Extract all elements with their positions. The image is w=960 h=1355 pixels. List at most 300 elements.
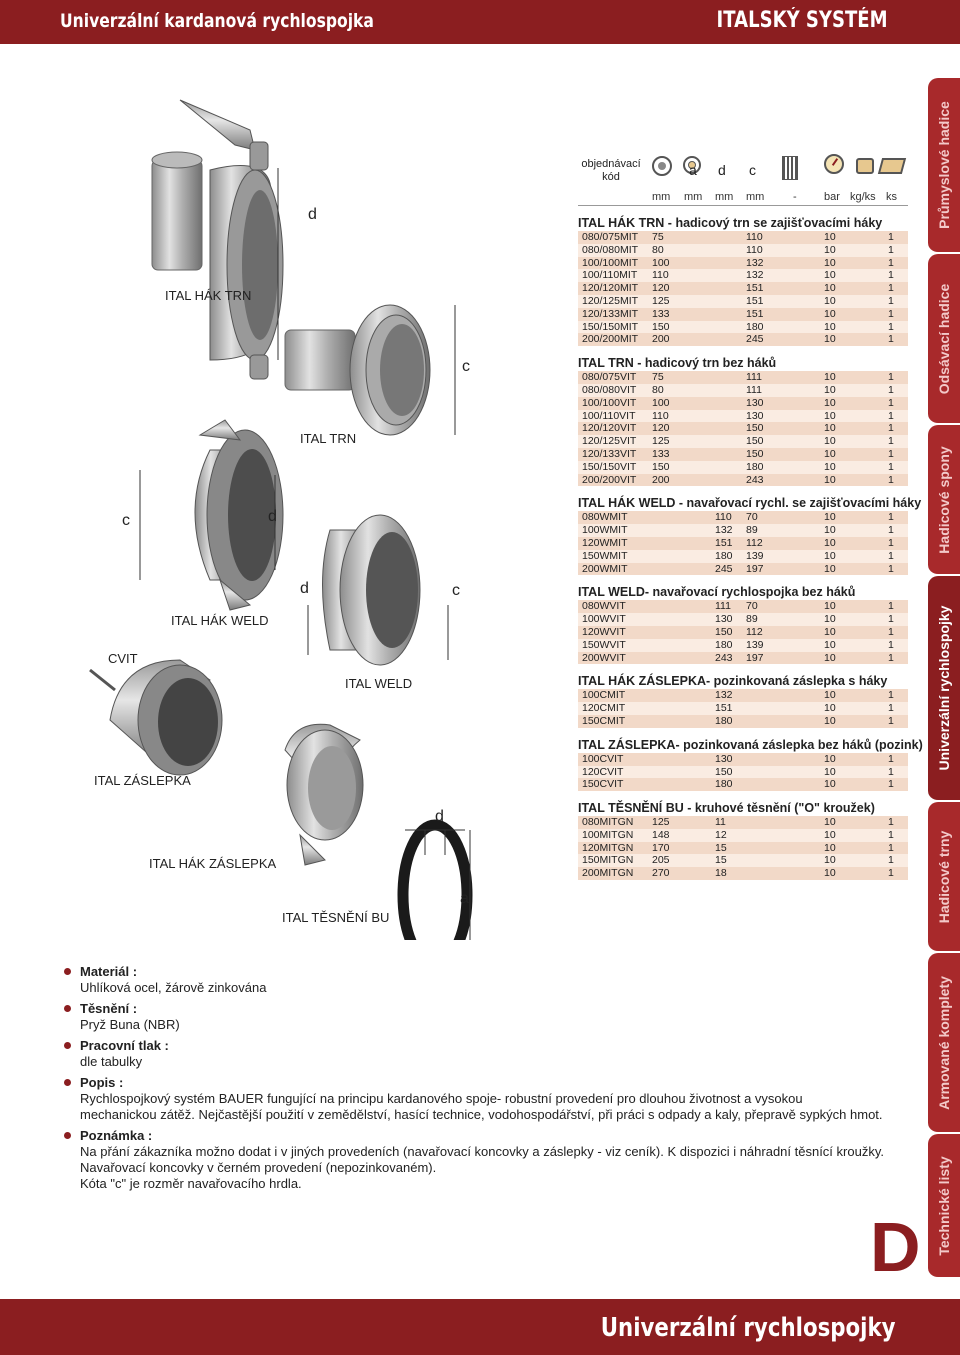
table-row bbox=[578, 384, 908, 397]
section-title: ITAL WELD- navařovací rychlospojka bez háků bbox=[578, 585, 856, 600]
cell-a: 150 bbox=[652, 460, 670, 473]
info-item bbox=[62, 1038, 922, 1070]
cell-code: 120CMIT bbox=[582, 702, 626, 715]
bullet-icon bbox=[64, 1005, 71, 1012]
cell-ks: 1 bbox=[888, 613, 894, 626]
section-title: ITAL HÁK ZÁSLEPKA- pozinkovaná záslepka s háky bbox=[578, 674, 888, 689]
cell-ks: 1 bbox=[888, 828, 894, 841]
tab-technicke-listy[interactable]: Technické listy bbox=[928, 1134, 960, 1278]
cell-code: 200/200MIT bbox=[582, 333, 639, 346]
header-left-title: Univerzální kardanová rychlospojka bbox=[60, 10, 374, 32]
cell-code: 080WVIT bbox=[582, 600, 626, 613]
o-ring-drawing bbox=[403, 825, 470, 940]
cell-ks: 1 bbox=[888, 294, 894, 307]
cell-code: 150MITGN bbox=[582, 854, 634, 867]
cell-ks: 1 bbox=[888, 562, 894, 575]
side-tabs bbox=[928, 78, 960, 1278]
cell-ks: 1 bbox=[888, 460, 894, 473]
cell-a: 205 bbox=[652, 854, 670, 867]
weld-drawing bbox=[308, 515, 448, 665]
tab-univerzalni-rychlospojky[interactable]: Univerzální rychlospojky bbox=[928, 576, 960, 801]
cell-c: 70 bbox=[746, 600, 758, 613]
cell-ks: 1 bbox=[888, 409, 894, 422]
info-line: Na přání zákazníka možno dodat i v jiných provedeních (navařovací koncovky a záslepky - viz ceník). K dispozici i náhradní těsnící kroužky. bbox=[80, 1144, 884, 1159]
cell-bar: 10 bbox=[824, 320, 836, 333]
header-right-title: ITALSKÝ SYSTÉM bbox=[716, 8, 888, 33]
cell-ks: 1 bbox=[888, 778, 894, 791]
cell-code: 150WVIT bbox=[582, 638, 626, 651]
cell-a: 110 bbox=[652, 269, 669, 282]
info-heading: Materiál : bbox=[80, 964, 138, 979]
header-a: a bbox=[689, 162, 697, 178]
table-row bbox=[578, 308, 908, 321]
cell-ks: 1 bbox=[888, 511, 894, 524]
info-line: Pryž Buna (NBR) bbox=[80, 1017, 180, 1032]
cell-ks: 1 bbox=[888, 638, 894, 651]
cell-code: 080MITGN bbox=[582, 816, 634, 829]
cell-ks: 1 bbox=[888, 549, 894, 562]
cell-bar: 10 bbox=[824, 243, 836, 256]
cell-bar: 10 bbox=[824, 841, 836, 854]
table-row bbox=[578, 231, 908, 244]
cell-c: 151 bbox=[746, 307, 764, 320]
cell-a: 150 bbox=[652, 320, 670, 333]
cell-code: 100CMIT bbox=[582, 689, 626, 702]
cell-d: 132 bbox=[715, 524, 733, 537]
table-row bbox=[578, 816, 908, 829]
cell-c: 112 bbox=[746, 536, 763, 549]
dim-d-3: d bbox=[300, 580, 309, 597]
cell-c: 112 bbox=[746, 625, 763, 638]
dim-a-1: a bbox=[460, 890, 469, 907]
info-item bbox=[62, 1075, 922, 1123]
cell-c: 111 bbox=[746, 383, 762, 396]
cell-bar: 10 bbox=[824, 689, 836, 702]
cell-a: 80 bbox=[652, 383, 664, 396]
cell-ks: 1 bbox=[888, 422, 894, 435]
cell-bar: 10 bbox=[824, 294, 836, 307]
info-line: Uhlíková ocel, žárově zinkována bbox=[80, 980, 267, 995]
cell-ks: 1 bbox=[888, 702, 894, 715]
hak-trn-drawing bbox=[152, 100, 283, 379]
cell-a: 270 bbox=[652, 867, 670, 880]
cell-bar: 10 bbox=[824, 854, 836, 867]
pressure-gauge-icon bbox=[824, 154, 844, 174]
zaslepka-drawing bbox=[90, 660, 222, 775]
cell-code: 120/125VIT bbox=[582, 435, 637, 448]
cell-c: 130 bbox=[746, 396, 764, 409]
info-line: dle tabulky bbox=[80, 1054, 143, 1069]
section-title: ITAL TRN - hadicový trn bez háků bbox=[578, 356, 777, 371]
inner-diameter-icon bbox=[652, 156, 672, 176]
weight-icon bbox=[856, 158, 874, 174]
cell-d: 245 bbox=[715, 562, 733, 575]
cell-bar: 10 bbox=[824, 256, 836, 269]
cell-d: 132 bbox=[715, 689, 733, 702]
table-row bbox=[578, 652, 908, 665]
section-rows bbox=[578, 231, 908, 346]
table-row bbox=[578, 410, 908, 423]
cell-code: 100MITGN bbox=[582, 828, 634, 841]
cell-d: 11 bbox=[715, 816, 726, 829]
cell-d: 150 bbox=[715, 765, 733, 778]
info-item bbox=[62, 1128, 922, 1192]
cell-code: 120CVIT bbox=[582, 765, 624, 778]
cell-ks: 1 bbox=[888, 282, 894, 295]
table-row bbox=[578, 371, 908, 384]
section-rows bbox=[578, 511, 908, 575]
cell-bar: 10 bbox=[824, 473, 836, 486]
cell-d: 180 bbox=[715, 714, 733, 727]
table-header bbox=[578, 150, 908, 190]
cell-code: 200WMIT bbox=[582, 562, 628, 575]
cell-d: 180 bbox=[715, 549, 733, 562]
cell-d: 151 bbox=[715, 536, 733, 549]
cell-bar: 10 bbox=[824, 651, 836, 664]
cell-bar: 10 bbox=[824, 333, 836, 346]
cell-ks: 1 bbox=[888, 307, 894, 320]
tab-prumyslove-hadice[interactable]: Průmyslové hadice bbox=[928, 78, 960, 253]
cell-code: 150CMIT bbox=[582, 714, 626, 727]
table-row bbox=[578, 295, 908, 308]
cell-a: 100 bbox=[652, 396, 670, 409]
cell-ks: 1 bbox=[888, 371, 894, 384]
cell-code: 100WVIT bbox=[582, 613, 626, 626]
info-section bbox=[62, 964, 922, 1197]
cell-d: 151 bbox=[715, 702, 733, 715]
cell-code: 120WMIT bbox=[582, 536, 628, 549]
cell-code: 080/075VIT bbox=[582, 371, 637, 384]
cell-bar: 10 bbox=[824, 231, 836, 243]
package-icon bbox=[878, 158, 906, 174]
cell-c: 89 bbox=[746, 524, 758, 537]
table-row bbox=[578, 753, 908, 766]
cell-code: 120WVIT bbox=[582, 625, 626, 638]
dim-c-3: c bbox=[452, 582, 460, 599]
tab-hadicove-spony[interactable]: Hadicové spony bbox=[928, 425, 960, 575]
cell-c: 132 bbox=[746, 269, 764, 282]
info-heading: Pracovní tlak : bbox=[80, 1038, 169, 1053]
table-row bbox=[578, 639, 908, 652]
info-line: Rychlospojkový systém BAUER fungující na principu kardanového spoje- robustní provedení pro dlouhou životnost a vysokou bbox=[80, 1091, 803, 1106]
label-ital-hak-weld: ITAL HÁK WELD bbox=[171, 613, 269, 628]
cell-bar: 10 bbox=[824, 778, 836, 791]
cell-code: 080WMIT bbox=[582, 511, 628, 524]
cell-code: 080/080MIT bbox=[582, 243, 639, 256]
cell-ks: 1 bbox=[888, 524, 894, 537]
cell-c: 197 bbox=[746, 562, 764, 575]
cell-code: 150WMIT bbox=[582, 549, 628, 562]
cell-ks: 1 bbox=[888, 435, 894, 448]
dim-c-1: c bbox=[462, 358, 470, 375]
cell-c: 150 bbox=[746, 422, 764, 435]
table-row bbox=[578, 461, 908, 474]
bullet-icon bbox=[64, 1042, 71, 1049]
label-ital-trn: ITAL TRN bbox=[300, 431, 357, 446]
cell-code: 080/075MIT bbox=[582, 231, 639, 243]
cell-ks: 1 bbox=[888, 867, 894, 880]
label-ital-tesneni-bu: ITAL TĚSNĚNÍ BU bbox=[282, 910, 390, 925]
cell-bar: 10 bbox=[824, 383, 836, 396]
cell-bar: 10 bbox=[824, 460, 836, 473]
table-row bbox=[578, 269, 908, 282]
tab-armovane-komplety[interactable]: Armované komplety bbox=[928, 953, 960, 1133]
cell-code: 100/110VIT bbox=[582, 409, 636, 422]
cell-d: 110 bbox=[715, 511, 732, 524]
cell-bar: 10 bbox=[824, 396, 836, 409]
cell-ks: 1 bbox=[888, 625, 894, 638]
cell-bar: 10 bbox=[824, 447, 836, 460]
section-title: ITAL HÁK WELD - navařovací rychl. se zajišťovacími háky bbox=[578, 496, 922, 511]
table-row bbox=[578, 282, 908, 295]
table-row bbox=[578, 854, 908, 867]
cell-c: 139 bbox=[746, 638, 764, 651]
header-bar bbox=[0, 0, 960, 44]
cell-c: 111 bbox=[746, 371, 762, 384]
section-rows bbox=[578, 371, 908, 486]
cell-c: 150 bbox=[746, 447, 764, 460]
cell-ks: 1 bbox=[888, 256, 894, 269]
cell-ks: 1 bbox=[888, 765, 894, 778]
table-row bbox=[578, 600, 908, 613]
cell-d: 150 bbox=[715, 625, 733, 638]
cell-c: 150 bbox=[746, 435, 764, 448]
bullet-icon bbox=[64, 1132, 71, 1139]
cell-bar: 10 bbox=[824, 613, 836, 626]
label-ital-hak-trn: ITAL HÁK TRN bbox=[165, 288, 252, 303]
label-ital-hak-zaslepka: ITAL HÁK ZÁSLEPKA bbox=[149, 856, 277, 871]
cell-a: 125 bbox=[652, 294, 670, 307]
table-row bbox=[578, 524, 908, 537]
cell-bar: 10 bbox=[824, 828, 836, 841]
cell-d: 18 bbox=[715, 867, 727, 880]
dim-d-2: d bbox=[268, 508, 277, 525]
table-row bbox=[578, 257, 908, 270]
cell-bar: 10 bbox=[824, 536, 836, 549]
cell-ks: 1 bbox=[888, 269, 894, 282]
table-row bbox=[578, 766, 908, 779]
cell-code: 200MITGN bbox=[582, 867, 634, 880]
cell-ks: 1 bbox=[888, 473, 894, 486]
cell-bar: 10 bbox=[824, 511, 836, 524]
info-heading: Popis : bbox=[80, 1075, 124, 1090]
table-row bbox=[578, 422, 908, 435]
product-table bbox=[578, 150, 923, 880]
table-row bbox=[578, 448, 908, 461]
cell-d: 180 bbox=[715, 638, 733, 651]
cell-bar: 10 bbox=[824, 638, 836, 651]
cell-ks: 1 bbox=[888, 752, 894, 765]
cell-c: 110 bbox=[746, 243, 763, 256]
cell-bar: 10 bbox=[824, 625, 836, 638]
label-ital-zaslepka: ITAL ZÁSLEPKA bbox=[94, 773, 191, 788]
info-item bbox=[62, 1001, 922, 1033]
cell-bar: 10 bbox=[824, 816, 836, 829]
cell-a: 133 bbox=[652, 307, 670, 320]
cell-code: 150CVIT bbox=[582, 778, 624, 791]
cell-bar: 10 bbox=[824, 867, 836, 880]
cell-a: 80 bbox=[652, 243, 664, 256]
cell-d: 12 bbox=[715, 828, 727, 841]
label-ital-weld: ITAL WELD bbox=[345, 676, 413, 691]
cell-code: 080/080VIT bbox=[582, 383, 637, 396]
tab-odsavaci-hadice[interactable]: Odsávací hadice bbox=[928, 254, 960, 424]
table-row bbox=[578, 867, 908, 880]
cell-code: 120/133MIT bbox=[582, 307, 639, 320]
cell-code: 120/120MIT bbox=[582, 282, 639, 295]
cell-code: 100/110MIT bbox=[582, 269, 638, 282]
dim-d-4: d bbox=[435, 808, 444, 825]
cell-a: 120 bbox=[652, 282, 670, 295]
cell-ks: 1 bbox=[888, 383, 894, 396]
cell-code: 100WMIT bbox=[582, 524, 628, 537]
coupling-drawings bbox=[60, 60, 580, 940]
cell-d: 243 bbox=[715, 651, 733, 664]
label-cvit: CVIT bbox=[108, 651, 138, 666]
cell-ks: 1 bbox=[888, 600, 894, 613]
cell-bar: 10 bbox=[824, 524, 836, 537]
table-row bbox=[578, 626, 908, 639]
table-row bbox=[578, 778, 908, 791]
cell-bar: 10 bbox=[824, 282, 836, 295]
table-row bbox=[578, 244, 908, 257]
table-row bbox=[578, 829, 908, 842]
tab-hadicove-trny[interactable]: Hadicové trny bbox=[928, 802, 960, 952]
cell-a: 200 bbox=[652, 333, 670, 346]
footer-bar bbox=[0, 1299, 960, 1355]
product-illustrations bbox=[60, 60, 580, 940]
cell-a: 125 bbox=[652, 435, 670, 448]
unit-row: mm mm mm mm - bar kg/ks ks bbox=[578, 190, 908, 206]
cell-code: 120/120VIT bbox=[582, 422, 637, 435]
cell-bar: 10 bbox=[824, 435, 836, 448]
cell-c: 151 bbox=[746, 294, 764, 307]
cell-code: 200WVIT bbox=[582, 651, 626, 664]
cell-bar: 10 bbox=[824, 269, 836, 282]
dim-d-1: d bbox=[308, 206, 317, 223]
table-row bbox=[578, 511, 908, 524]
cell-c: 139 bbox=[746, 549, 764, 562]
cell-ks: 1 bbox=[888, 714, 894, 727]
cell-ks: 1 bbox=[888, 651, 894, 664]
info-line: Navařovací koncovky v černém provedení (nepozinkovaném). bbox=[80, 1160, 437, 1175]
section-rows bbox=[578, 753, 908, 791]
cell-code: 120/125MIT bbox=[582, 294, 639, 307]
cell-a: 170 bbox=[652, 841, 670, 854]
table-row bbox=[578, 474, 908, 487]
cell-c: 245 bbox=[746, 333, 764, 346]
cell-ks: 1 bbox=[888, 447, 894, 460]
info-line: Kóta "c" je rozměr navařovacího hrdla. bbox=[80, 1176, 302, 1191]
cell-a: 148 bbox=[652, 828, 670, 841]
cell-bar: 10 bbox=[824, 752, 836, 765]
bullet-icon bbox=[64, 1079, 71, 1086]
cell-a: 75 bbox=[652, 371, 664, 384]
trn-drawing bbox=[285, 305, 455, 435]
cell-ks: 1 bbox=[888, 689, 894, 702]
cell-d: 130 bbox=[715, 752, 733, 765]
cell-c: 89 bbox=[746, 613, 758, 626]
cell-c: 151 bbox=[746, 282, 764, 295]
cell-code: 200/200VIT bbox=[582, 473, 637, 486]
footer-title: Univerzální rychlospojky bbox=[601, 1313, 896, 1343]
info-heading: Poznámka : bbox=[80, 1128, 153, 1143]
cell-a: 120 bbox=[652, 422, 670, 435]
table-row bbox=[578, 563, 908, 576]
cell-bar: 10 bbox=[824, 702, 836, 715]
cell-code: 120MITGN bbox=[582, 841, 634, 854]
cell-d: 111 bbox=[715, 600, 731, 613]
cell-code: 100CVIT bbox=[582, 752, 624, 765]
section-title: ITAL TĚSNĚNÍ BU - kruhové těsnění ("O" kroužek) bbox=[578, 801, 875, 816]
cell-d: 180 bbox=[715, 778, 733, 791]
section-rows bbox=[578, 689, 908, 727]
section-rows bbox=[578, 600, 908, 664]
table-row bbox=[578, 842, 908, 855]
cell-ks: 1 bbox=[888, 333, 894, 346]
table-row bbox=[578, 435, 908, 448]
section-letter: D bbox=[870, 1208, 921, 1286]
thread-icon bbox=[782, 156, 798, 180]
cell-code: 120/133VIT bbox=[582, 447, 637, 460]
section-title: ITAL HÁK TRN - hadicový trn se zajišťovacími háky bbox=[578, 216, 883, 230]
cell-c: 180 bbox=[746, 460, 764, 473]
cell-ks: 1 bbox=[888, 231, 894, 243]
info-line: mechanickou zátěž. Nejčastější použití v zemědělství, hasící technice, vodohospodářství, při práci s odpady a kaly, přepravě sypkých hmot. bbox=[80, 1107, 883, 1122]
table-row bbox=[578, 397, 908, 410]
section-rows bbox=[578, 816, 908, 880]
dim-c-2: c bbox=[122, 512, 130, 529]
cell-d: 15 bbox=[715, 854, 727, 867]
cell-code: 100/100VIT bbox=[582, 396, 637, 409]
cell-bar: 10 bbox=[824, 422, 836, 435]
cell-d: 15 bbox=[715, 841, 727, 854]
table-row bbox=[578, 689, 908, 702]
bullet-icon bbox=[64, 968, 71, 975]
cell-c: 130 bbox=[746, 409, 764, 422]
cell-ks: 1 bbox=[888, 243, 894, 256]
table-row bbox=[578, 613, 908, 626]
cell-bar: 10 bbox=[824, 409, 836, 422]
table-row bbox=[578, 537, 908, 550]
cell-a: 100 bbox=[652, 256, 670, 269]
cell-ks: 1 bbox=[888, 816, 894, 829]
info-heading: Těsnění : bbox=[80, 1001, 138, 1016]
cell-a: 133 bbox=[652, 447, 670, 460]
cell-ks: 1 bbox=[888, 854, 894, 867]
cell-c: 243 bbox=[746, 473, 764, 486]
cell-bar: 10 bbox=[824, 562, 836, 575]
info-item bbox=[62, 964, 922, 996]
table-row bbox=[578, 702, 908, 715]
code-header: objednávací kód bbox=[581, 158, 641, 183]
cell-bar: 10 bbox=[824, 371, 836, 384]
table-row bbox=[578, 333, 908, 346]
table-row bbox=[578, 550, 908, 563]
cell-ks: 1 bbox=[888, 841, 894, 854]
header-d: d bbox=[718, 162, 726, 178]
header-c: c bbox=[749, 162, 756, 178]
hak-weld-drawing bbox=[140, 420, 283, 610]
cell-a: 200 bbox=[652, 473, 670, 486]
table-row bbox=[578, 715, 908, 728]
cell-c: 110 bbox=[746, 231, 763, 243]
hak-zaslepka-drawing bbox=[285, 724, 363, 865]
cell-a: 125 bbox=[652, 816, 670, 829]
cell-ks: 1 bbox=[888, 320, 894, 333]
cell-a: 75 bbox=[652, 231, 664, 243]
cell-c: 132 bbox=[746, 256, 764, 269]
